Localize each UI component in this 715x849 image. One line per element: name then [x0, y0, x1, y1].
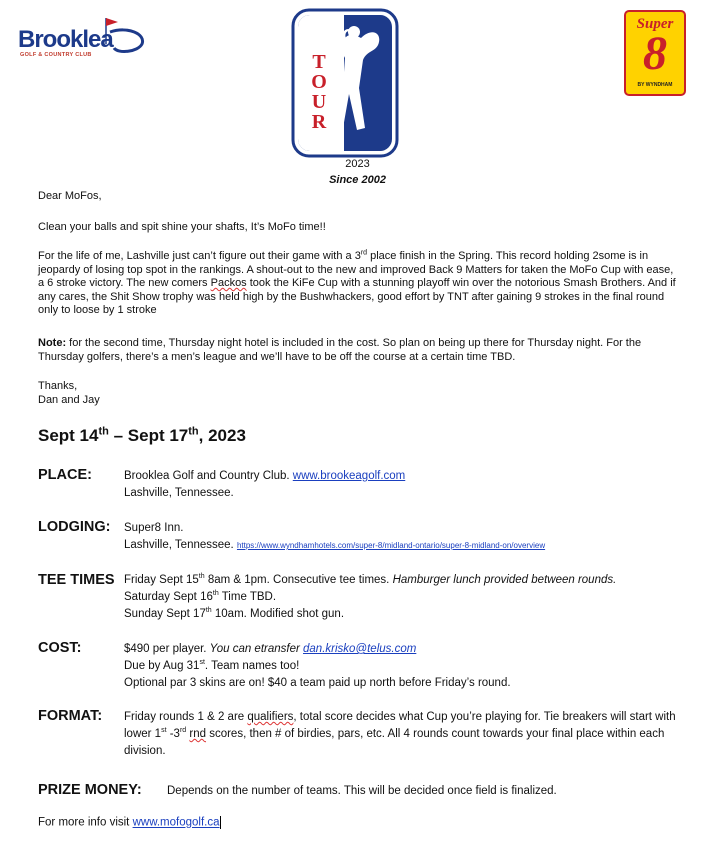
format-text-a: Friday rounds 1 & 2 are — [124, 711, 248, 723]
super8-super-text: Super — [636, 16, 674, 32]
tee-saturday-detail: Time TBD. — [218, 591, 277, 603]
super8-by-text: BY WYNDHAM — [637, 82, 673, 88]
cost-team-names: . Team names too! — [204, 660, 300, 672]
event-dates-heading — [38, 426, 246, 446]
note-label: Note: — [38, 337, 67, 349]
cost-body — [124, 641, 684, 692]
tee-lunch-note: Hamburger lunch provided between rounds. — [392, 574, 617, 586]
thanks-line: Thanks, — [38, 380, 78, 392]
footer-line — [38, 816, 221, 829]
date-end-sup: th — [188, 425, 199, 438]
text-cursor — [220, 816, 221, 829]
intro-line: Clean your balls and spit shine your shafts, It’s MoFo time!! — [38, 221, 326, 233]
place-location: Lashville, Tennessee. — [124, 487, 234, 499]
cost-due-sup: st — [199, 659, 205, 667]
brooklea-logo-name: Brooklea — [18, 26, 113, 53]
recap-text-b: place finish in the Spring. This record holding 2some is in jeopardy of losing top spot in the rankings. A shout-out to the new and improved Back 9 Matters for taken the MoFo Cup with ease, a 6 stroke victory. The new comers — [38, 250, 674, 289]
place-name: Brooklea Golf and Country Club. — [124, 470, 293, 482]
recap-sup: rd — [360, 249, 368, 257]
year-text: 2023 — [345, 158, 370, 170]
note-text: for the second time, Thursday night hotel is included in the cost. So plan on being up there for Thursday night. For the Thursday golfers, there’s a men’s league and we’ll have to be off the course at a certain time TBD. — [38, 337, 642, 363]
lodging-body — [124, 520, 684, 554]
prize-money-label: PRIZE MONEY: — [38, 782, 142, 798]
lodging-label: LODGING: — [38, 519, 111, 535]
place-label: PLACE: — [38, 467, 92, 483]
place-body — [124, 468, 684, 502]
cost-etransfer-note: You can etransfer — [209, 643, 304, 655]
brooklea-logo-subtitle: GOLF & COUNTRY CLUB — [20, 52, 92, 58]
tee-sunday-detail: 10am. Modified shot gun. — [211, 608, 345, 620]
recap-text-c: took the KiFe Cup with a stunning playoff win over the notorious Smash Brothers. And if any cares, the Shit Show trophy was held high by the Bushwhackers, good effort by TNT after gaining 9 strokes in the final round only to loose by 1 stroke — [38, 277, 676, 316]
cost-due-date: Due by Aug 31 — [124, 660, 200, 672]
since-text: Since 2002 — [329, 174, 386, 186]
tee-times-body — [124, 572, 684, 623]
recap-paragraph — [38, 250, 678, 318]
note-paragraph — [38, 337, 678, 364]
format-sup-1: st — [161, 727, 167, 735]
footer-text: For more info visit — [38, 816, 133, 829]
tee-friday-detail: 8am & 1pm. Consecutive tee times. — [204, 574, 393, 586]
tee-friday: Friday Sept 15 — [124, 574, 199, 586]
date-start: Sept 14 — [38, 426, 99, 445]
format-text-b: , total score decides what Cup you’re playing for. Tie breakers will start with lower 1 — [124, 711, 676, 740]
tee-sunday-sup: th — [205, 607, 212, 615]
greeting: Dear MoFos, — [38, 190, 102, 202]
signature-line: Dan and Jay — [38, 394, 100, 406]
mofo-tour-logo — [291, 8, 399, 158]
cost-email-link[interactable]: dan.krisko@telus.com — [303, 643, 417, 655]
mofo-logo-top-text: MOFO — [302, 26, 356, 46]
format-body — [124, 709, 684, 760]
brooklea-logo — [18, 14, 148, 62]
cost-label: COST: — [38, 640, 82, 656]
super8-logo — [624, 10, 686, 96]
tee-saturday: Saturday Sept 16 — [124, 591, 213, 603]
place-website-link[interactable]: www.brookeagolf.com — [292, 470, 406, 482]
format-sup-2: rd — [179, 727, 187, 735]
recap-spellcheck-word: Packos — [210, 277, 247, 289]
lodging-location: Lashville, Tennessee. — [124, 539, 237, 551]
recap-text-a: For the life of me, Lashville just can’t figure out their game with a 3 — [38, 250, 361, 262]
lodging-website-link[interactable]: https://www.wyndhamhotels.com/super-8/midland-ontario/super-8-midland-on/overview — [236, 541, 546, 550]
format-text-e: scores, then # of birdies, pars, etc. All 4 rounds count towards your final place within each division. — [124, 728, 665, 757]
mofo-logo-tour-text: TOUR — [311, 51, 327, 133]
tee-saturday-sup: th — [212, 590, 219, 598]
tee-times-label: TEE TIMES — [38, 572, 115, 588]
prize-money-text: Depends on the number of teams. This will be decided once field is finalized. — [167, 785, 557, 797]
date-end: – Sept 17 — [108, 426, 189, 445]
format-label: FORMAT: — [38, 708, 103, 724]
format-spellcheck-word: qualifiers — [247, 711, 294, 723]
format-spellcheck-word-2: rnd — [189, 728, 207, 740]
date-year: , 2023 — [198, 426, 246, 445]
format-text-c: -3 — [166, 728, 180, 740]
cost-price: $490 per player. — [124, 643, 210, 655]
date-start-sup: th — [98, 425, 109, 438]
lodging-name: Super8 Inn. — [124, 522, 184, 534]
tee-sunday: Sunday Sept 17 — [124, 608, 206, 620]
cost-skins-note: Optional par 3 skins are on! $40 a team paid up north before Friday’s round. — [124, 677, 511, 689]
tee-friday-sup: th — [198, 573, 205, 581]
super8-eight-text: 8 — [643, 27, 667, 80]
brooklea-flag-icon — [18, 14, 148, 62]
footer-website-link[interactable]: www.mofogolf.ca — [132, 816, 220, 829]
